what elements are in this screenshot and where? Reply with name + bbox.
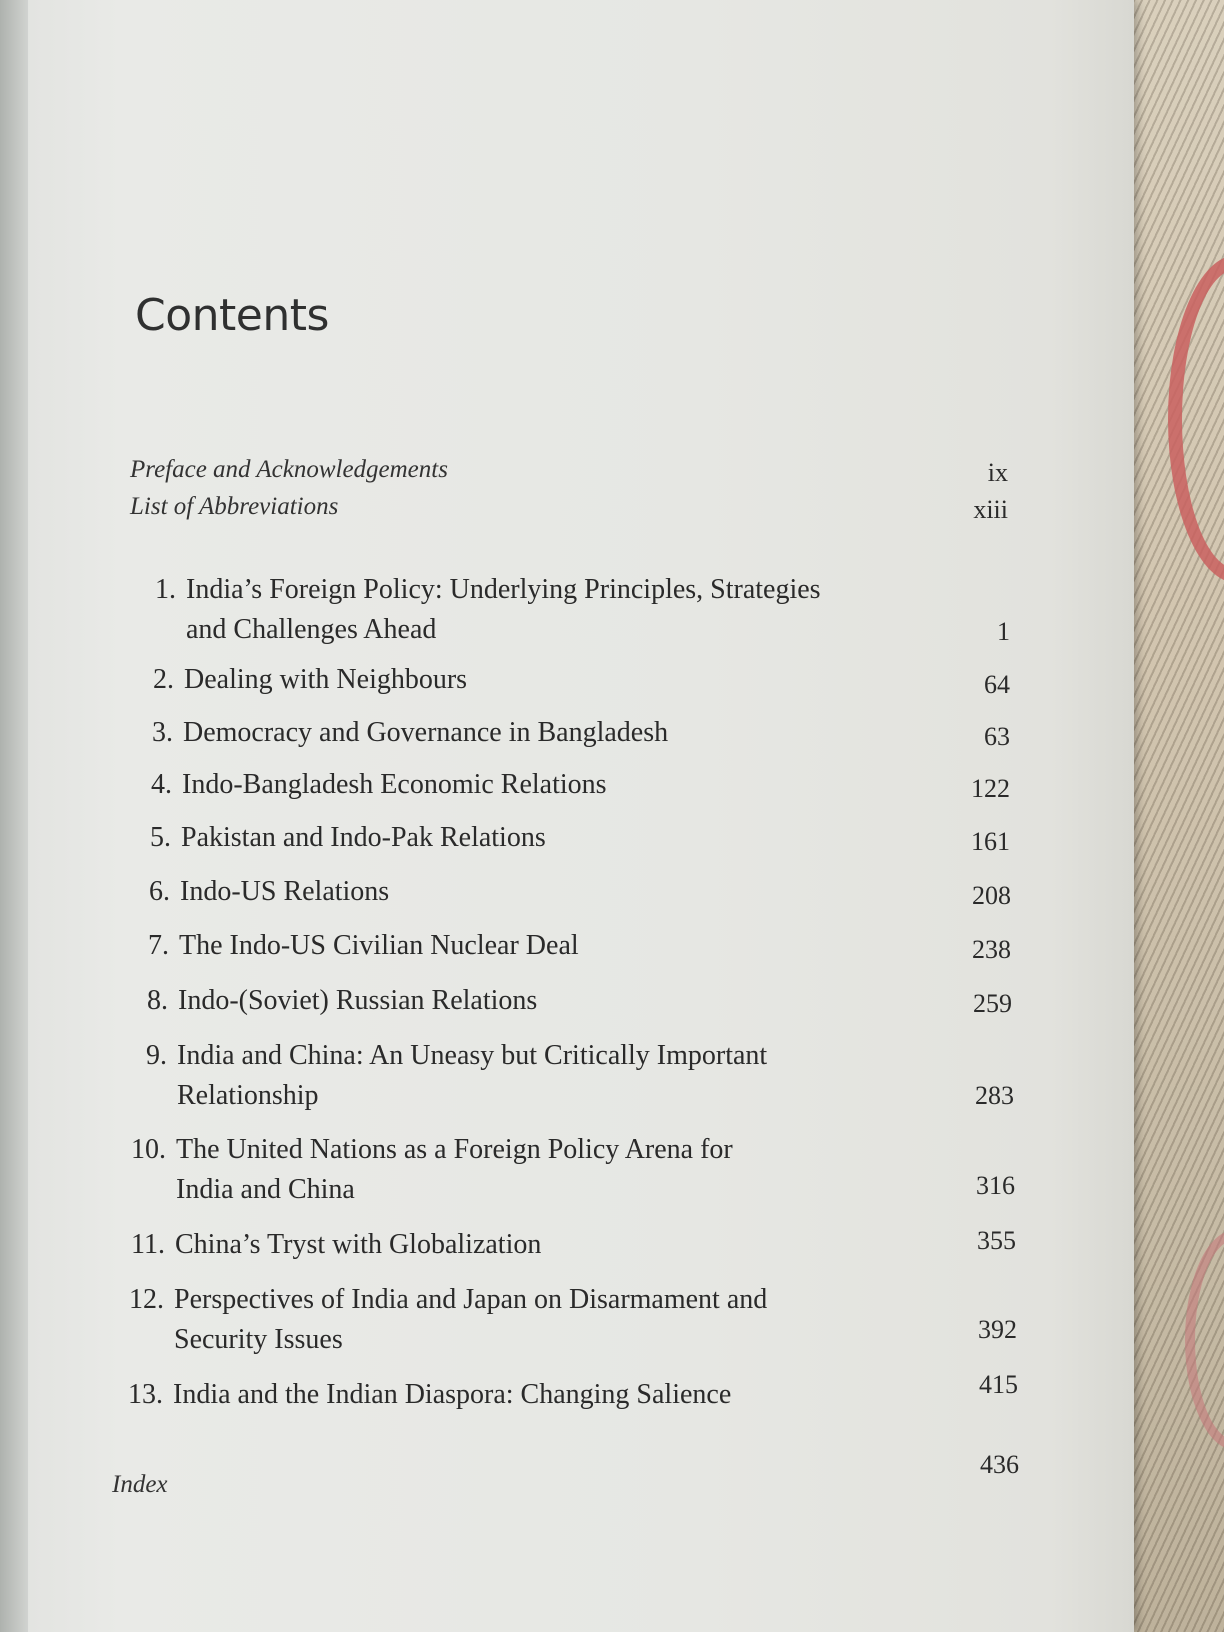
chapter-number: 7. [148, 930, 169, 961]
chapter-number: 10. [131, 1134, 166, 1165]
toc-entry-chapter-6 [124, 872, 389, 912]
chapter-title: Dealing with Neighbours [184, 664, 468, 695]
chapter-number: 9. [146, 1040, 167, 1071]
toc-page-number: 259 [973, 989, 1012, 1018]
chapter-title-line1: India and China: An Uneasy but Critically Important [177, 1040, 768, 1071]
toc-entry-chapter-7 [123, 926, 579, 966]
toc-page-number: 63 [984, 722, 1010, 751]
chapter-title-line2: Relationship [177, 1080, 319, 1111]
chapter-title-line1: India’s Foreign Policy: Underlying Principles, Strategies [186, 574, 821, 605]
chapter-title: Indo-Bangladesh Economic Relations [182, 769, 607, 800]
toc-entry-abbreviations [130, 487, 338, 527]
toc-entry-preface [130, 450, 448, 490]
chapter-title-line1: Perspectives of India and Japan on Disarmament and [174, 1284, 768, 1315]
toc-page-number: ix [987, 458, 1008, 487]
chapter-title-line2: India and China [176, 1174, 355, 1205]
toc-page-number: 436 [980, 1450, 1019, 1479]
toc-page-number: 1 [997, 617, 1010, 646]
toc-entry-title: List of Abbreviations [130, 493, 339, 520]
chapter-number: 2. [153, 664, 174, 695]
toc-entry-chapter-11 [119, 1225, 541, 1265]
toc-page-number: 161 [971, 827, 1010, 856]
toc-entry-chapter-12 [118, 1280, 767, 1360]
chapter-number: 1. [155, 574, 176, 605]
toc-page-number: 392 [978, 1315, 1017, 1344]
toc-entry-chapter-13 [117, 1375, 731, 1415]
chapter-title: The Indo-US Civilian Nuclear Deal [179, 930, 579, 961]
page-title: Contents [135, 290, 329, 341]
toc-entry-chapter-4 [126, 765, 607, 805]
chapter-number: 11. [131, 1229, 165, 1260]
chapter-title: Indo-(Soviet) Russian Relations [178, 985, 538, 1016]
chapter-title: Pakistan and Indo-Pak Relations [181, 822, 546, 853]
chapter-title-line2: and Challenges Ahead [186, 614, 437, 645]
chapter-title: India and the Indian Diaspora: Changing Salience [173, 1379, 732, 1410]
chapter-title-line2: Security Issues [174, 1324, 343, 1355]
toc-page-number: 283 [975, 1081, 1014, 1110]
toc-entry-title: Preface and Acknowledgements [130, 456, 448, 483]
toc-page-number: 208 [972, 881, 1011, 910]
toc-entry-chapter-9 [121, 1036, 767, 1116]
chapter-title: Indo-US Relations [180, 876, 390, 907]
toc-page-number: 64 [984, 670, 1010, 699]
chapter-title: China’s Tryst with Globalization [175, 1229, 542, 1260]
chapter-number: 8. [147, 985, 168, 1016]
toc-entry-chapter-3 [127, 713, 668, 753]
chapter-title-line1: The United Nations as a Foreign Policy Arena for [176, 1134, 733, 1165]
chapter-number: 3. [152, 717, 173, 748]
chapter-number: 4. [151, 769, 172, 800]
chapter-number: 5. [150, 822, 171, 853]
toc-page-number: 122 [971, 774, 1010, 803]
toc-entry-chapter-8 [122, 981, 537, 1021]
toc-page-number: 355 [977, 1226, 1016, 1255]
toc-page-number: xiii [973, 495, 1008, 524]
chapter-number: 13. [128, 1379, 163, 1410]
toc-entry-chapter-1 [130, 570, 821, 650]
toc-entry-index [112, 1465, 168, 1505]
toc-entry-chapter-5 [125, 818, 546, 858]
chapter-number: 6. [149, 876, 170, 907]
toc-page-number: 415 [979, 1370, 1018, 1399]
toc-page-number: 316 [976, 1171, 1015, 1200]
page-gutter [0, 0, 28, 1632]
toc-entry-chapter-2 [128, 660, 467, 700]
toc-entry-chapter-10 [120, 1130, 733, 1210]
chapter-number: 12. [129, 1284, 164, 1315]
toc-page-number: 238 [972, 935, 1011, 964]
chapter-title: Democracy and Governance in Bangladesh [183, 717, 669, 748]
toc-entry-title: Index [112, 1471, 168, 1498]
